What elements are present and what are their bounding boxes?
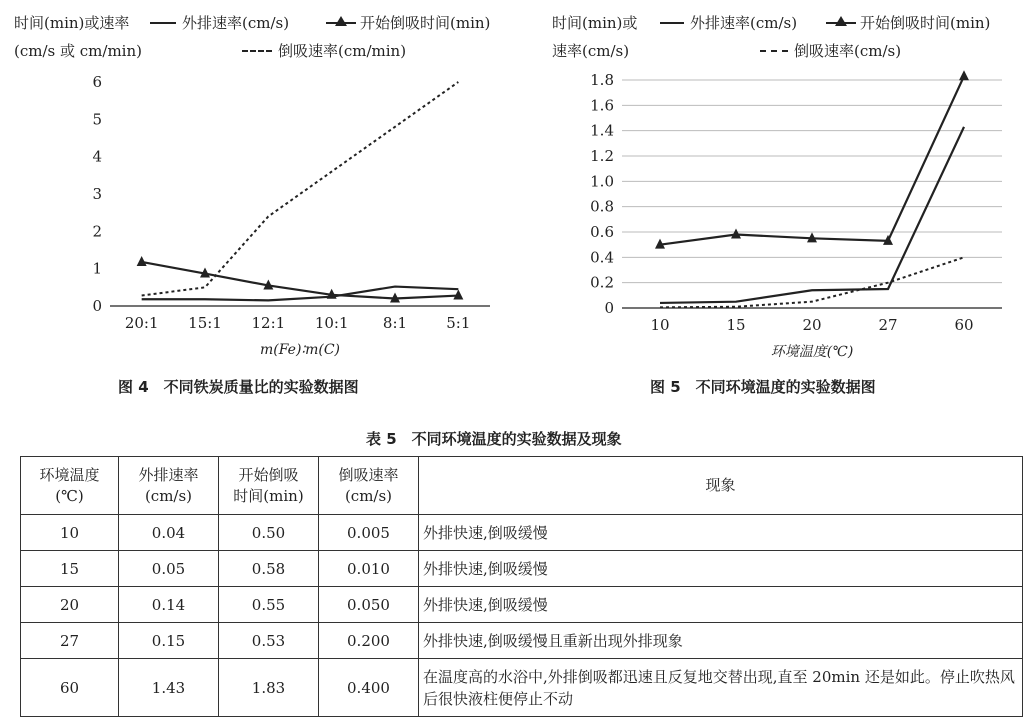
data-point-marker bbox=[731, 229, 741, 239]
cell-exhaust: 0.15 bbox=[119, 623, 219, 659]
table-row bbox=[21, 659, 1023, 717]
cell-phenomenon: 外排快速,倒吸缓慢 bbox=[419, 587, 1023, 623]
x-tick-label: 12:1 bbox=[251, 314, 286, 332]
fig4-legend-triangle-line bbox=[326, 14, 356, 30]
figure4-chart bbox=[0, 60, 500, 370]
y-tick-label: 0 bbox=[604, 299, 614, 317]
x-tick-label: 20:1 bbox=[124, 314, 159, 332]
table5-title: 表 5 不同环境温度的实验数据及现象 bbox=[366, 430, 622, 448]
cell-phenomenon: 外排快速,倒吸缓慢 bbox=[419, 551, 1023, 587]
x-tick-label: 15:1 bbox=[188, 314, 222, 332]
fig4-legend-dotted-line bbox=[242, 50, 272, 52]
table-row bbox=[21, 551, 1023, 587]
header-temp: 环境温度 (℃) bbox=[21, 457, 119, 515]
fig4-legend-exhaust: 外排速率(cm/s) bbox=[182, 14, 290, 32]
cell-exhaust: 0.04 bbox=[119, 515, 219, 551]
cell-phenomenon: 外排快速,倒吸缓慢 bbox=[419, 515, 1023, 551]
cell-start: 0.55 bbox=[219, 587, 319, 623]
table-row bbox=[21, 623, 1023, 659]
cell-suck: 0.400 bbox=[319, 659, 419, 717]
fig5-ytitle-line1: 时间(min)或 bbox=[552, 14, 638, 32]
table-row bbox=[21, 587, 1023, 623]
table5 bbox=[20, 456, 1023, 717]
fig5-legend-solid-line bbox=[660, 22, 684, 24]
y-tick-label: 0.8 bbox=[590, 197, 614, 216]
data-point-marker bbox=[137, 256, 147, 266]
fig5-legend-exhaust: 外排速率(cm/s) bbox=[690, 14, 798, 32]
series-line bbox=[142, 262, 459, 299]
fig4-ytitle-line1: 时间(min)或速率 bbox=[14, 14, 130, 32]
header-suck: 倒吸速率 (cm/s) bbox=[319, 457, 419, 515]
y-tick-label: 1.0 bbox=[590, 172, 614, 191]
series-line bbox=[660, 76, 964, 244]
header-start: 开始倒吸 时间(min) bbox=[219, 457, 319, 515]
x-tick-label: 8:1 bbox=[382, 314, 408, 332]
y-tick-label: 0.4 bbox=[590, 248, 614, 267]
fig5-legend-suck: 倒吸速率(cm/s) bbox=[794, 42, 902, 60]
y-tick-label: 2 bbox=[92, 222, 102, 241]
y-tick-label: 3 bbox=[92, 185, 102, 203]
cell-suck: 0.010 bbox=[319, 551, 419, 587]
figure5-chart bbox=[540, 60, 1032, 370]
fig5-legend-start: 开始倒吸时间(min) bbox=[860, 14, 991, 32]
y-tick-label: 0.2 bbox=[590, 273, 614, 292]
data-point-marker bbox=[959, 70, 969, 80]
cell-temp: 10 bbox=[21, 515, 119, 551]
cell-suck: 0.200 bbox=[319, 623, 419, 659]
figure5-caption: 图 5 不同环境温度的实验数据图 bbox=[650, 378, 876, 396]
y-tick-label: 1.6 bbox=[590, 96, 614, 115]
cell-suck: 0.005 bbox=[319, 515, 419, 551]
cell-temp: 60 bbox=[21, 659, 119, 717]
data-point-marker bbox=[453, 290, 463, 300]
cell-start: 0.53 bbox=[219, 623, 319, 659]
header-phenomenon: 现象 bbox=[419, 457, 1023, 515]
table-row bbox=[21, 515, 1023, 551]
fig5-legend-dotted-line bbox=[760, 50, 788, 52]
x-tick-label: 10 bbox=[650, 316, 670, 334]
cell-start: 0.50 bbox=[219, 515, 319, 551]
x-tick-label: 15 bbox=[726, 316, 746, 334]
fig5-ytitle-line2: 速率(cm/s) bbox=[552, 42, 630, 60]
fig4-legend-start: 开始倒吸时间(min) bbox=[360, 14, 491, 32]
x-tick-label: 5:1 bbox=[446, 314, 471, 332]
cell-temp: 15 bbox=[21, 551, 119, 587]
y-tick-label: 6 bbox=[92, 73, 102, 91]
x-tick-label: 60 bbox=[954, 316, 974, 334]
y-tick-label: 1.8 bbox=[590, 71, 614, 89]
cell-exhaust: 0.05 bbox=[119, 551, 219, 587]
y-tick-label: 0 bbox=[92, 297, 102, 315]
fig5-legend-triangle-line bbox=[826, 14, 856, 30]
cell-phenomenon: 外排快速,倒吸缓慢且重新出现外排现象 bbox=[419, 623, 1023, 659]
cell-temp: 27 bbox=[21, 623, 119, 659]
cell-start: 0.58 bbox=[219, 551, 319, 587]
header-exhaust: 外排速率 (cm/s) bbox=[119, 457, 219, 515]
fig4-ytitle-line2: (cm/s 或 cm/min) bbox=[14, 42, 142, 60]
series-line bbox=[142, 82, 459, 296]
fig4-legend-solid-line bbox=[150, 22, 176, 24]
y-tick-label: 1 bbox=[92, 259, 102, 278]
y-tick-label: 5 bbox=[92, 110, 102, 129]
cell-start: 1.83 bbox=[219, 659, 319, 717]
y-tick-label: 4 bbox=[92, 147, 102, 166]
table-header-row bbox=[21, 457, 1023, 515]
cell-suck: 0.050 bbox=[319, 587, 419, 623]
figure4-caption: 图 4 不同铁炭质量比的实验数据图 bbox=[118, 378, 359, 396]
y-tick-label: 1.2 bbox=[590, 147, 614, 165]
y-tick-label: 1.4 bbox=[590, 121, 614, 140]
cell-exhaust: 1.43 bbox=[119, 659, 219, 717]
cell-temp: 20 bbox=[21, 587, 119, 623]
fig4-legend-suck: 倒吸速率(cm/min) bbox=[278, 42, 407, 60]
x-axis-title: 环境温度(℃) bbox=[770, 344, 854, 360]
x-axis-title: m(Fe)∶m(C) bbox=[260, 342, 340, 358]
series-line bbox=[660, 127, 964, 303]
cell-exhaust: 0.14 bbox=[119, 587, 219, 623]
x-tick-label: 10:1 bbox=[314, 314, 349, 332]
x-tick-label: 20 bbox=[802, 316, 822, 334]
x-tick-label: 27 bbox=[878, 316, 898, 334]
y-tick-label: 0.6 bbox=[590, 223, 614, 241]
cell-phenomenon: 在温度高的水浴中,外排倒吸都迅速且反复地交替出现,直至 20min 还是如此。停止吹热风后很快液柱便停止不动 bbox=[419, 659, 1023, 717]
